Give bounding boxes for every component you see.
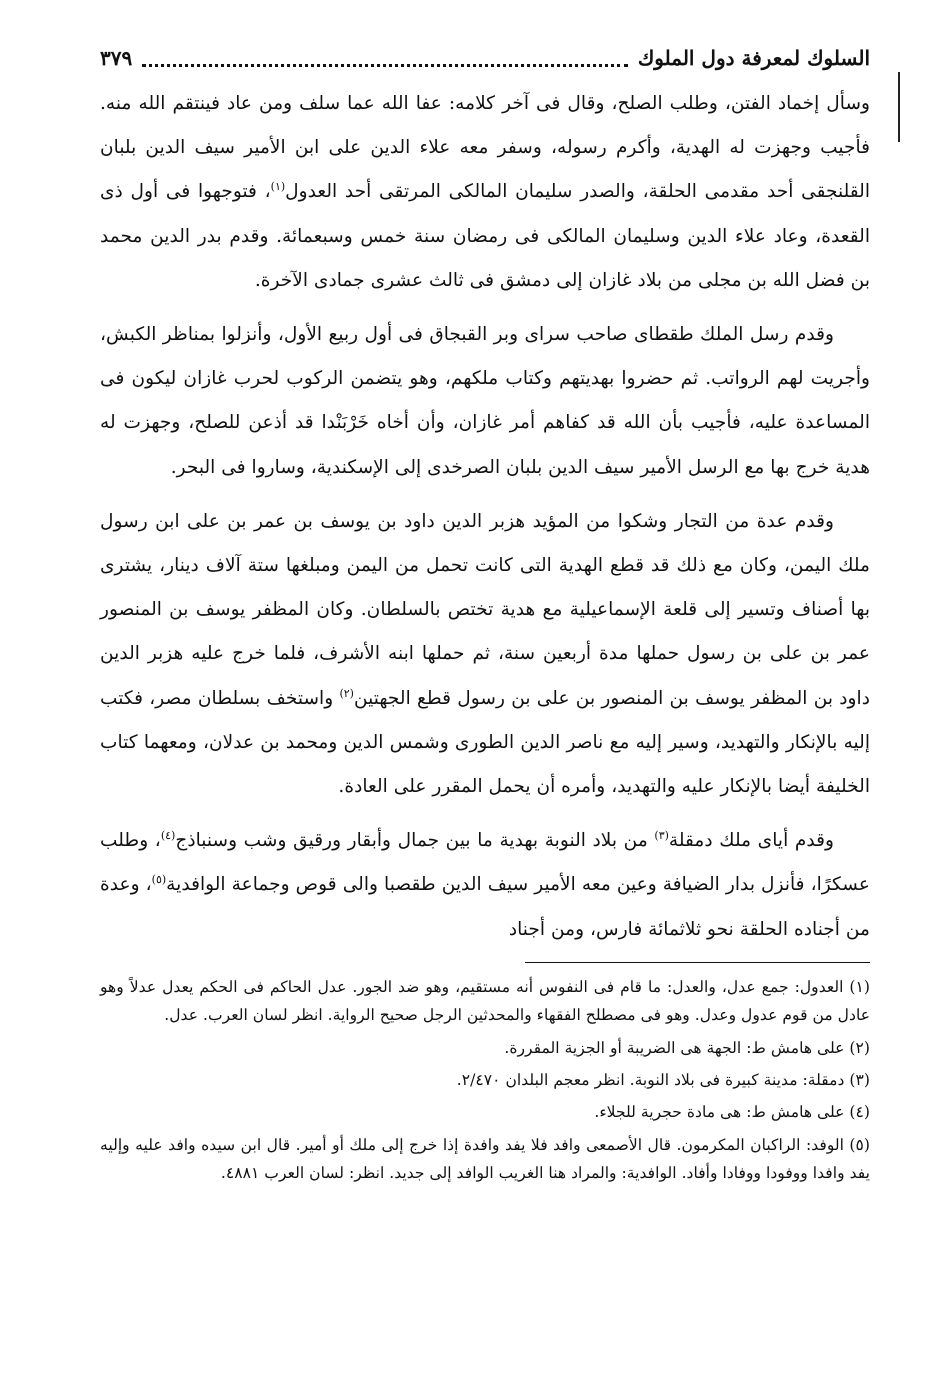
header-dot-leader [142, 50, 628, 67]
page-header [100, 40, 870, 76]
paragraph-text: ، وطلب عسكرًا، فأنزل بدار الضيافة وعين معه الأمير سيف الدين طقصبا والى قوص وجماعة الوافدية [100, 830, 870, 896]
book-page [100, 40, 870, 1360]
footnote-ref-5: (٥) [151, 873, 167, 887]
page-number: ٣٧٩ [100, 46, 133, 70]
footnote-ref-1: (١) [270, 180, 286, 194]
paragraph-text: وقدم أياى ملك دمقلة [668, 830, 834, 852]
paragraph-text: وقدم عدة من التجار وشكوا من المؤيد هزبر الدين داود بن يوسف بن عمر بن على ابن رسول ملك اليمن، وكان مع ذلك قد قطع الهدية التى كانت تحمل من اليمن ومبلغها ستة آلاف دينار، يشترى بها أصناف وتسير إلى قلعة الإسماعيلية مع هدية تختص بالسلطان. وكان المظفر يوسف بن المنصور عمر بن على بن رسول حملها مدة أربعين سنة، ثم حملها ابنه الأشرف، فلما خرج عليه هزبر الدين داود بن المظفر يوسف بن المنصور بن على بن رسول قطع الجهتين [100, 510, 870, 709]
footnote-divider [525, 962, 870, 963]
paragraph-text: وقدم رسل الملك طقطاى صاحب سراى وبر القبجاق فى أول ربيع الأول، وأنزلوا بمناظر الكبش، وأجريت لهم الرواتب. ثم حضروا بهديتهم وكتاب ملكهم، وهو يتضمن الركوب لحرب غازان ليكون فى المساعدة عليه، فأجيب بأن الله قد كفاهم أمر غازان، وأن أخاه خَرْبَنْدا قد أذعن للصلح، وجهزت له هدية خرج بها مع الرسل الأمير سيف الدين بلبان الصرخدى إلى الإسكندية، وساروا فى البحر. [100, 324, 870, 478]
footnote-ref-2: (٢) [339, 686, 354, 700]
footnote: (٣) دمقلة: مدينة كبيرة فى بلاد النوبة. انظر معجم البلدان ٢/٤٧٠. [456, 1071, 870, 1090]
footnote: (٤) على هامش ط: هى مادة حجرية للجلاء. [594, 1103, 870, 1122]
paragraph [100, 819, 870, 952]
margin-rule [898, 72, 900, 142]
paragraph-text: من بلاد النوبة بهدية ما بين جمال وأبقار ورقيق وشب وسنباذج [175, 830, 655, 852]
main-text [100, 82, 870, 952]
footnote: (١) العدول: جمع عدل، والعدل: ما قام فى النفوس أنه مستقيم، وهو ضد الجور. عدل الحاكم فى الحكم يعدل عدلاً وهو عادل من قوم عدول وعدل. وهو فى مصطلح الفقهاء والمحدثين الرجل صحيح الرواية. انظر لسان العرب. عدل. [100, 977, 870, 1025]
paragraph-text: وسأل إخماد الفتن، وطلب الصلح، وقال فى آخر كلامه: عفا الله عما سلف ومن عاد فينتقم الله منه. فأجيب وجهزت له الهدية، وأكرم رسوله، وسفر معه علاء الدين على ابن الأمير سيف الدين بلبان القلنجقى أحد مقدمى الحلقة، والصدر سليمان المالكى المرتقى أحد العدول [100, 93, 870, 203]
footnote-ref-3: (٣) [654, 829, 669, 843]
paragraph [100, 82, 870, 303]
paragraph [100, 500, 870, 809]
footnote: (٢) على هامش ط: الجهة هى الضريبة أو الجزية المقررة. [504, 1038, 870, 1057]
running-title: السلوك لمعرفة دول الملوك [637, 46, 870, 70]
paragraph [100, 313, 870, 490]
paragraph-text: ، وعدة من أجناده الحلقة نحو ثلاثمائة فارس، ومن أجناد [100, 874, 870, 940]
paragraph-text: ، فتوجهوا فى أول ذى القعدة، وعاد علاء الدين وسليمان المالكى فى رمضان سنة خمس وسبعمائة. وقدم بدر الدين محمد بن فضل الله بن مجلى من بلاد غازان إلى دمشق فى ثالث عشرى جمادى الآخرة. [100, 181, 870, 291]
footnote-ref-4: (٤) [160, 829, 176, 843]
paragraph-text: واستخف بسلطان مصر، فكتب إليه بالإنكار والتهديد، وسير إليه مع ناصر الدين الطورى وشمس الدين ومحمد بن عدلان، ومعهما كتاب الخليفة أيضا بالإنكار عليه والتهديد، وأمره أن يحمل المقرر على العادة. [100, 687, 870, 798]
footnote: (٥) الوفد: الراكبان المكرمون. قال الأصمعى وافد فلا يفد وافدة إذا خرج إلى ملك أو أمير. قال ابن سيده وافد عليه وإليه يفد وافدا ووفودا ووفادا وأفاد. الوافدية: والمراد هنا الغريب الوافد إلى جديد. انظر: لسان العرب ٤٨٨١. [100, 1135, 870, 1183]
footnotes [100, 973, 870, 1188]
